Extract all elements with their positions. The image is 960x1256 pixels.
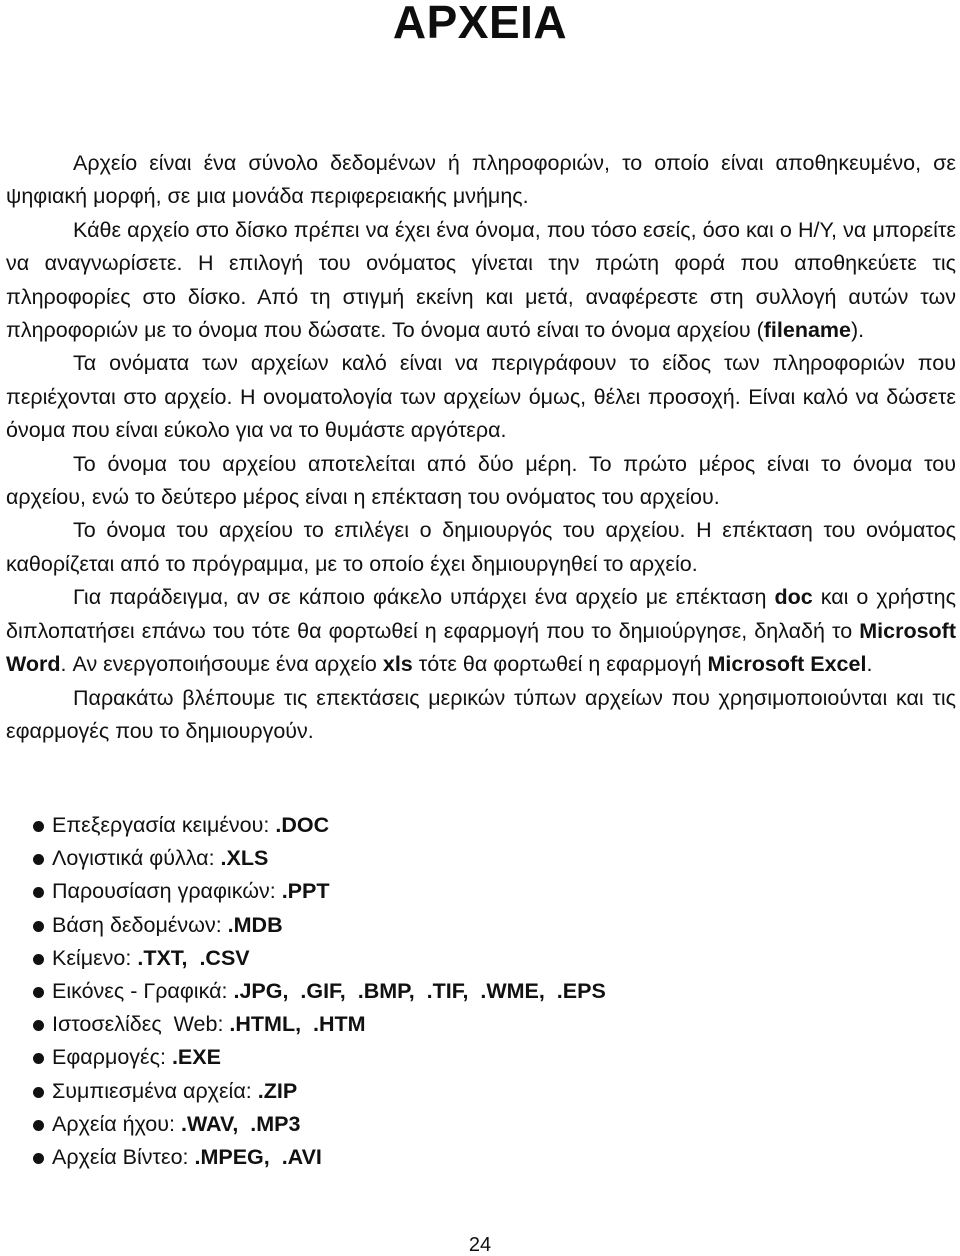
list-item: [12, 1041, 606, 1074]
file-extension: .JPG, .GIF, .BMP, .TIF, .WME, .EPS: [233, 979, 606, 1004]
paragraph-5: [6, 514, 956, 581]
file-type-label: Παρουσίαση γραφικών:: [52, 879, 276, 904]
list-item: [12, 809, 606, 842]
paragraph-3: [6, 347, 956, 447]
file-type-label: Ιστοσελίδες Web:: [52, 1012, 224, 1037]
paragraph-4: [6, 448, 956, 515]
file-extension: .HTML, .HTM: [229, 1012, 366, 1037]
file-type-label: Εικόνες - Γραφικά:: [52, 979, 228, 1004]
file-extension: .MDB: [227, 912, 283, 937]
list-item: [12, 1008, 606, 1041]
bullet-icon: [33, 1053, 44, 1064]
text-run: ).: [851, 318, 865, 343]
list-item: [12, 842, 606, 875]
bullet-icon: [33, 1087, 44, 1098]
text-run: Αρχείο είναι ένα σύνολο δεδομένων ή πληροφοριών, το οποίο είναι αποθηκευμένο, σε ψηφιακή μορφή, σε μια μονάδα περιφερειακής μνήμης.: [6, 151, 956, 209]
list-item: [12, 1141, 606, 1174]
bullet-icon: [33, 1020, 44, 1031]
file-extension: .ZIP: [257, 1078, 298, 1103]
bold-term: filename: [763, 318, 851, 343]
file-type-label: Αρχεία Βίντεο:: [52, 1145, 189, 1170]
bullet-icon: [33, 1153, 44, 1164]
paragraph-7: [6, 682, 956, 749]
list-item: [12, 875, 606, 908]
text-run: και ο χρήστης διπλοπατήσει επάνω του τότε θα φορτωθεί η εφαρμογή που το δημιούργησε, δηλαδή το: [6, 585, 956, 643]
bullet-icon: [33, 987, 44, 998]
bullet-icon: [33, 821, 44, 832]
bold-term: xls: [382, 652, 413, 677]
file-extension: .WAV, .MP3: [180, 1111, 301, 1136]
list-item: [12, 975, 606, 1008]
file-extension-list: [12, 809, 606, 1174]
file-type-label: Βάση δεδομένων:: [52, 912, 222, 937]
file-extension: .DOC: [275, 813, 330, 837]
body-text: [6, 147, 956, 748]
list-item: [12, 1108, 606, 1141]
bullet-icon: [33, 1120, 44, 1131]
text-run: Κάθε αρχείο στο δίσκο πρέπει να έχει ένα όνομα, που τόσο εσείς, όσο και ο Η/Υ, να μπορείτε να αναγνωρίσετε. Η επιλογή του ονόματος γίνεται την πρώτη φορά που αποθηκεύετε τις πληροφορίες στο δίσκο. Από τη στιγμή εκείνη και μετά, αναφέρεστε στη συλλογή αυτών των πληροφοριών με το όνομα που δώσατε. Το όνομα αυτό είναι το όνομα αρχείου (: [6, 217, 956, 343]
text-run: .: [866, 652, 873, 677]
file-type-label: Αρχεία ήχου:: [52, 1111, 175, 1136]
text-run: Για παράδειγμα, αν σε κάποιο φάκελο υπάρχει ένα αρχείο με επέκταση: [73, 585, 775, 610]
page-title: ΑΡΧΕΙΑ: [392, 0, 568, 48]
bold-term: Microsoft Excel: [707, 652, 867, 677]
text-run: Το όνομα του αρχείου αποτελείται από δύο μέρη. Το πρώτο μέρος είναι το όνομα του αρχείου, ενώ το δεύτερο μέρος είναι η επέκταση του ονόματος του αρχείου.: [6, 451, 956, 510]
file-extension: .EXE: [171, 1045, 221, 1070]
bold-term: doc: [774, 585, 813, 610]
file-extension: .XLS: [220, 846, 269, 871]
paragraph-1: [6, 147, 956, 214]
file-extension: .MPEG, .AVI: [194, 1145, 322, 1170]
page-number: 24: [468, 1234, 492, 1256]
text-run: τότε θα φορτωθεί η εφαρμογή: [412, 652, 708, 677]
file-extension: .TXT, .CSV: [137, 945, 250, 970]
bullet-icon: [33, 854, 44, 865]
list-item: [12, 909, 606, 942]
text-run: Παρακάτω βλέπουμε τις επεκτάσεις μερικών τύπων αρχείων που χρησιμοποιούνται και τις εφαρμογές που το δημιουργούν.: [6, 685, 956, 743]
list-item: [12, 942, 606, 975]
paragraph-6: [6, 581, 956, 681]
text-run: Το όνομα του αρχείου το επιλέγει ο δημιουργός του αρχείου. Η επέκταση του ονόματος καθορίζεται από το πρόγραμμα, με το οποίο έχει δημιουργηθεί το αρχείο.: [6, 518, 956, 576]
text-run: Τα ονόματα των αρχείων καλό είναι να περιγράφουν το είδος των πληροφοριών που περιέχονται στο αρχείο. Η ονοματολογία των αρχείων όμως, θέλει προσοχή. Είναι καλό να δώσετε όνομα που είναι εύκολο για να το θυμάστε αργότερα.: [6, 351, 956, 443]
file-type-label: Συμπιεσμένα αρχεία:: [52, 1078, 252, 1103]
file-type-label: Λογιστικά φύλλα:: [52, 846, 215, 871]
bold-term: Microsoft Word: [6, 618, 956, 677]
file-type-label: Εφαρμογές:: [52, 1045, 166, 1070]
file-type-label: Επεξεργασία κειμένου:: [52, 813, 270, 837]
bullet-icon: [33, 954, 44, 965]
file-type-label: Κείμενο:: [52, 945, 132, 970]
bullet-icon: [33, 921, 44, 932]
bullet-icon: [33, 887, 44, 898]
file-extension: .PPT: [281, 879, 330, 904]
paragraph-2: [6, 214, 956, 348]
text-run: . Αν ενεργοποιήσουμε ένα αρχείο: [60, 652, 383, 677]
list-item: [12, 1075, 606, 1108]
